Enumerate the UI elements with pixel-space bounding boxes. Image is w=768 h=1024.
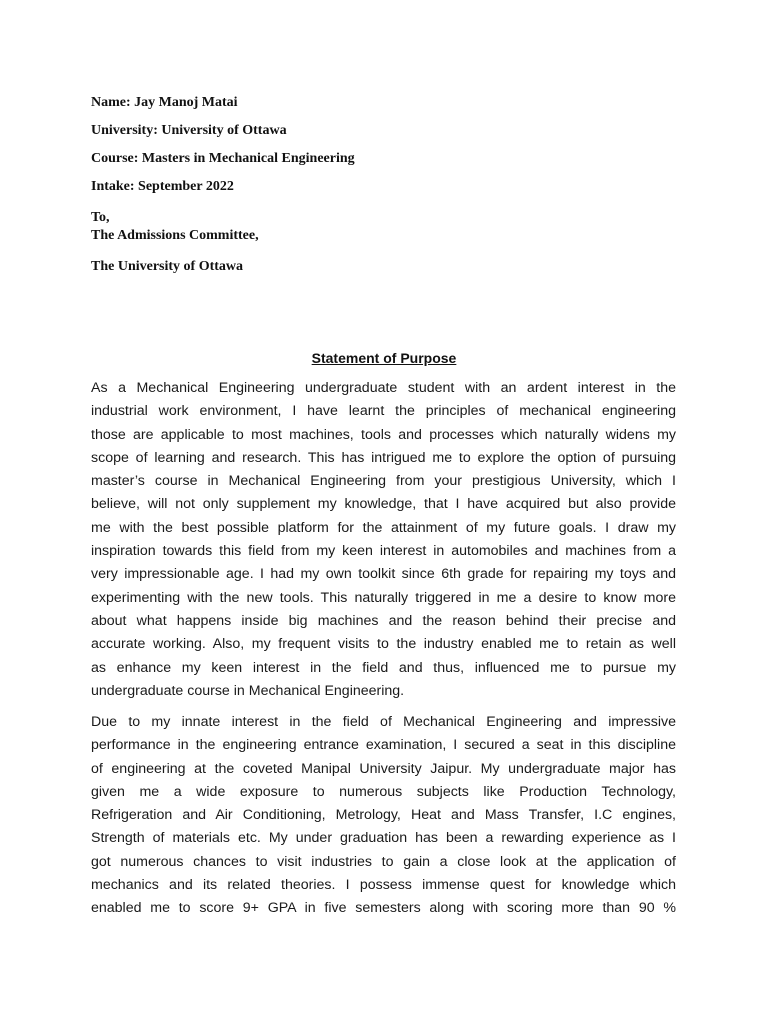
paragraph-line: Refrigeration and Air Conditioning, Metrology, Heat and Mass Transfer, I.C engines, [91, 807, 676, 824]
paragraph-line: believe, will not only supplement my knowledge, that I have acquired but also provide [91, 496, 676, 513]
applicant-intake: Intake: September 2022 [91, 179, 234, 194]
paragraph-line: experimenting with the new tools. This naturally triggered in me a desire to know more [91, 589, 676, 606]
paragraph-line: me with the best possible platform for the attainment of my future goals. I draw my [91, 519, 676, 536]
paragraph-line: performance in the engineering entrance examination, I secured a seat in this discipline [91, 737, 676, 754]
paragraph-line: very impressionable age. I had my own toolkit since 6th grade for repairing my toys and [91, 566, 676, 583]
paragraph-1 [91, 377, 676, 703]
paragraph-line: Due to my innate interest in the field of Mechanical Engineering and impressive [91, 714, 676, 730]
paragraph-line: As a Mechanical Engineering undergraduate student with an ardent interest in the [91, 380, 676, 396]
applicant-university: University: University of Ottawa [91, 123, 287, 138]
paragraph-line: got numerous chances to visit industries to gain a close look at the application of [91, 853, 676, 870]
paragraph-line: industrial work environment, I have learnt the principles of mechanical engineering [91, 403, 676, 420]
paragraph-line: Strength of materials etc. My under graduation has been a rewarding experience as I [91, 830, 676, 847]
paragraph-line: inspiration towards this field from my keen interest in automobiles and machines from a [91, 543, 676, 560]
paragraph-line: scope of learning and research. This has intrigued me to explore the option of pursuing [91, 449, 676, 466]
address-committee: The Admissions Committee, [91, 228, 259, 243]
applicant-course: Course: Masters in Mechanical Engineering [91, 151, 355, 166]
applicant-name: Name: Jay Manoj Matai [91, 95, 238, 110]
paragraph-line: as enhance my keen interest in the field and thus, influenced me to pursue my [91, 659, 676, 676]
paragraph-line: enabled me to score 9+ GPA in five semesters along with scoring more than 90 % [91, 900, 676, 917]
paragraph-line: those are applicable to most machines, tools and processes which naturally widens my [91, 426, 676, 443]
document-title: Statement of Purpose [311, 350, 457, 366]
paragraph-line: accurate working. Also, my frequent visits to the industry enabled me to retain as well [91, 636, 676, 653]
paragraph-line: master’s course in Mechanical Engineering from your prestigious University, which I [91, 473, 676, 490]
paragraph-line: about what happens inside big machines and the reason behind their precise and [91, 612, 676, 629]
paragraph-2 [91, 711, 676, 921]
paragraph-line: mechanics and its related theories. I possess immense quest for knowledge which [91, 877, 676, 894]
paragraph-line: of engineering at the coveted Manipal University Jaipur. My undergraduate major has [91, 760, 676, 777]
address-to: To, [91, 210, 110, 225]
address-institution: The University of Ottawa [91, 259, 244, 274]
paragraph-line: undergraduate course in Mechanical Engineering. [91, 682, 405, 699]
paragraph-line: given me a wide exposure to numerous subjects like Production Technology, [91, 783, 676, 800]
